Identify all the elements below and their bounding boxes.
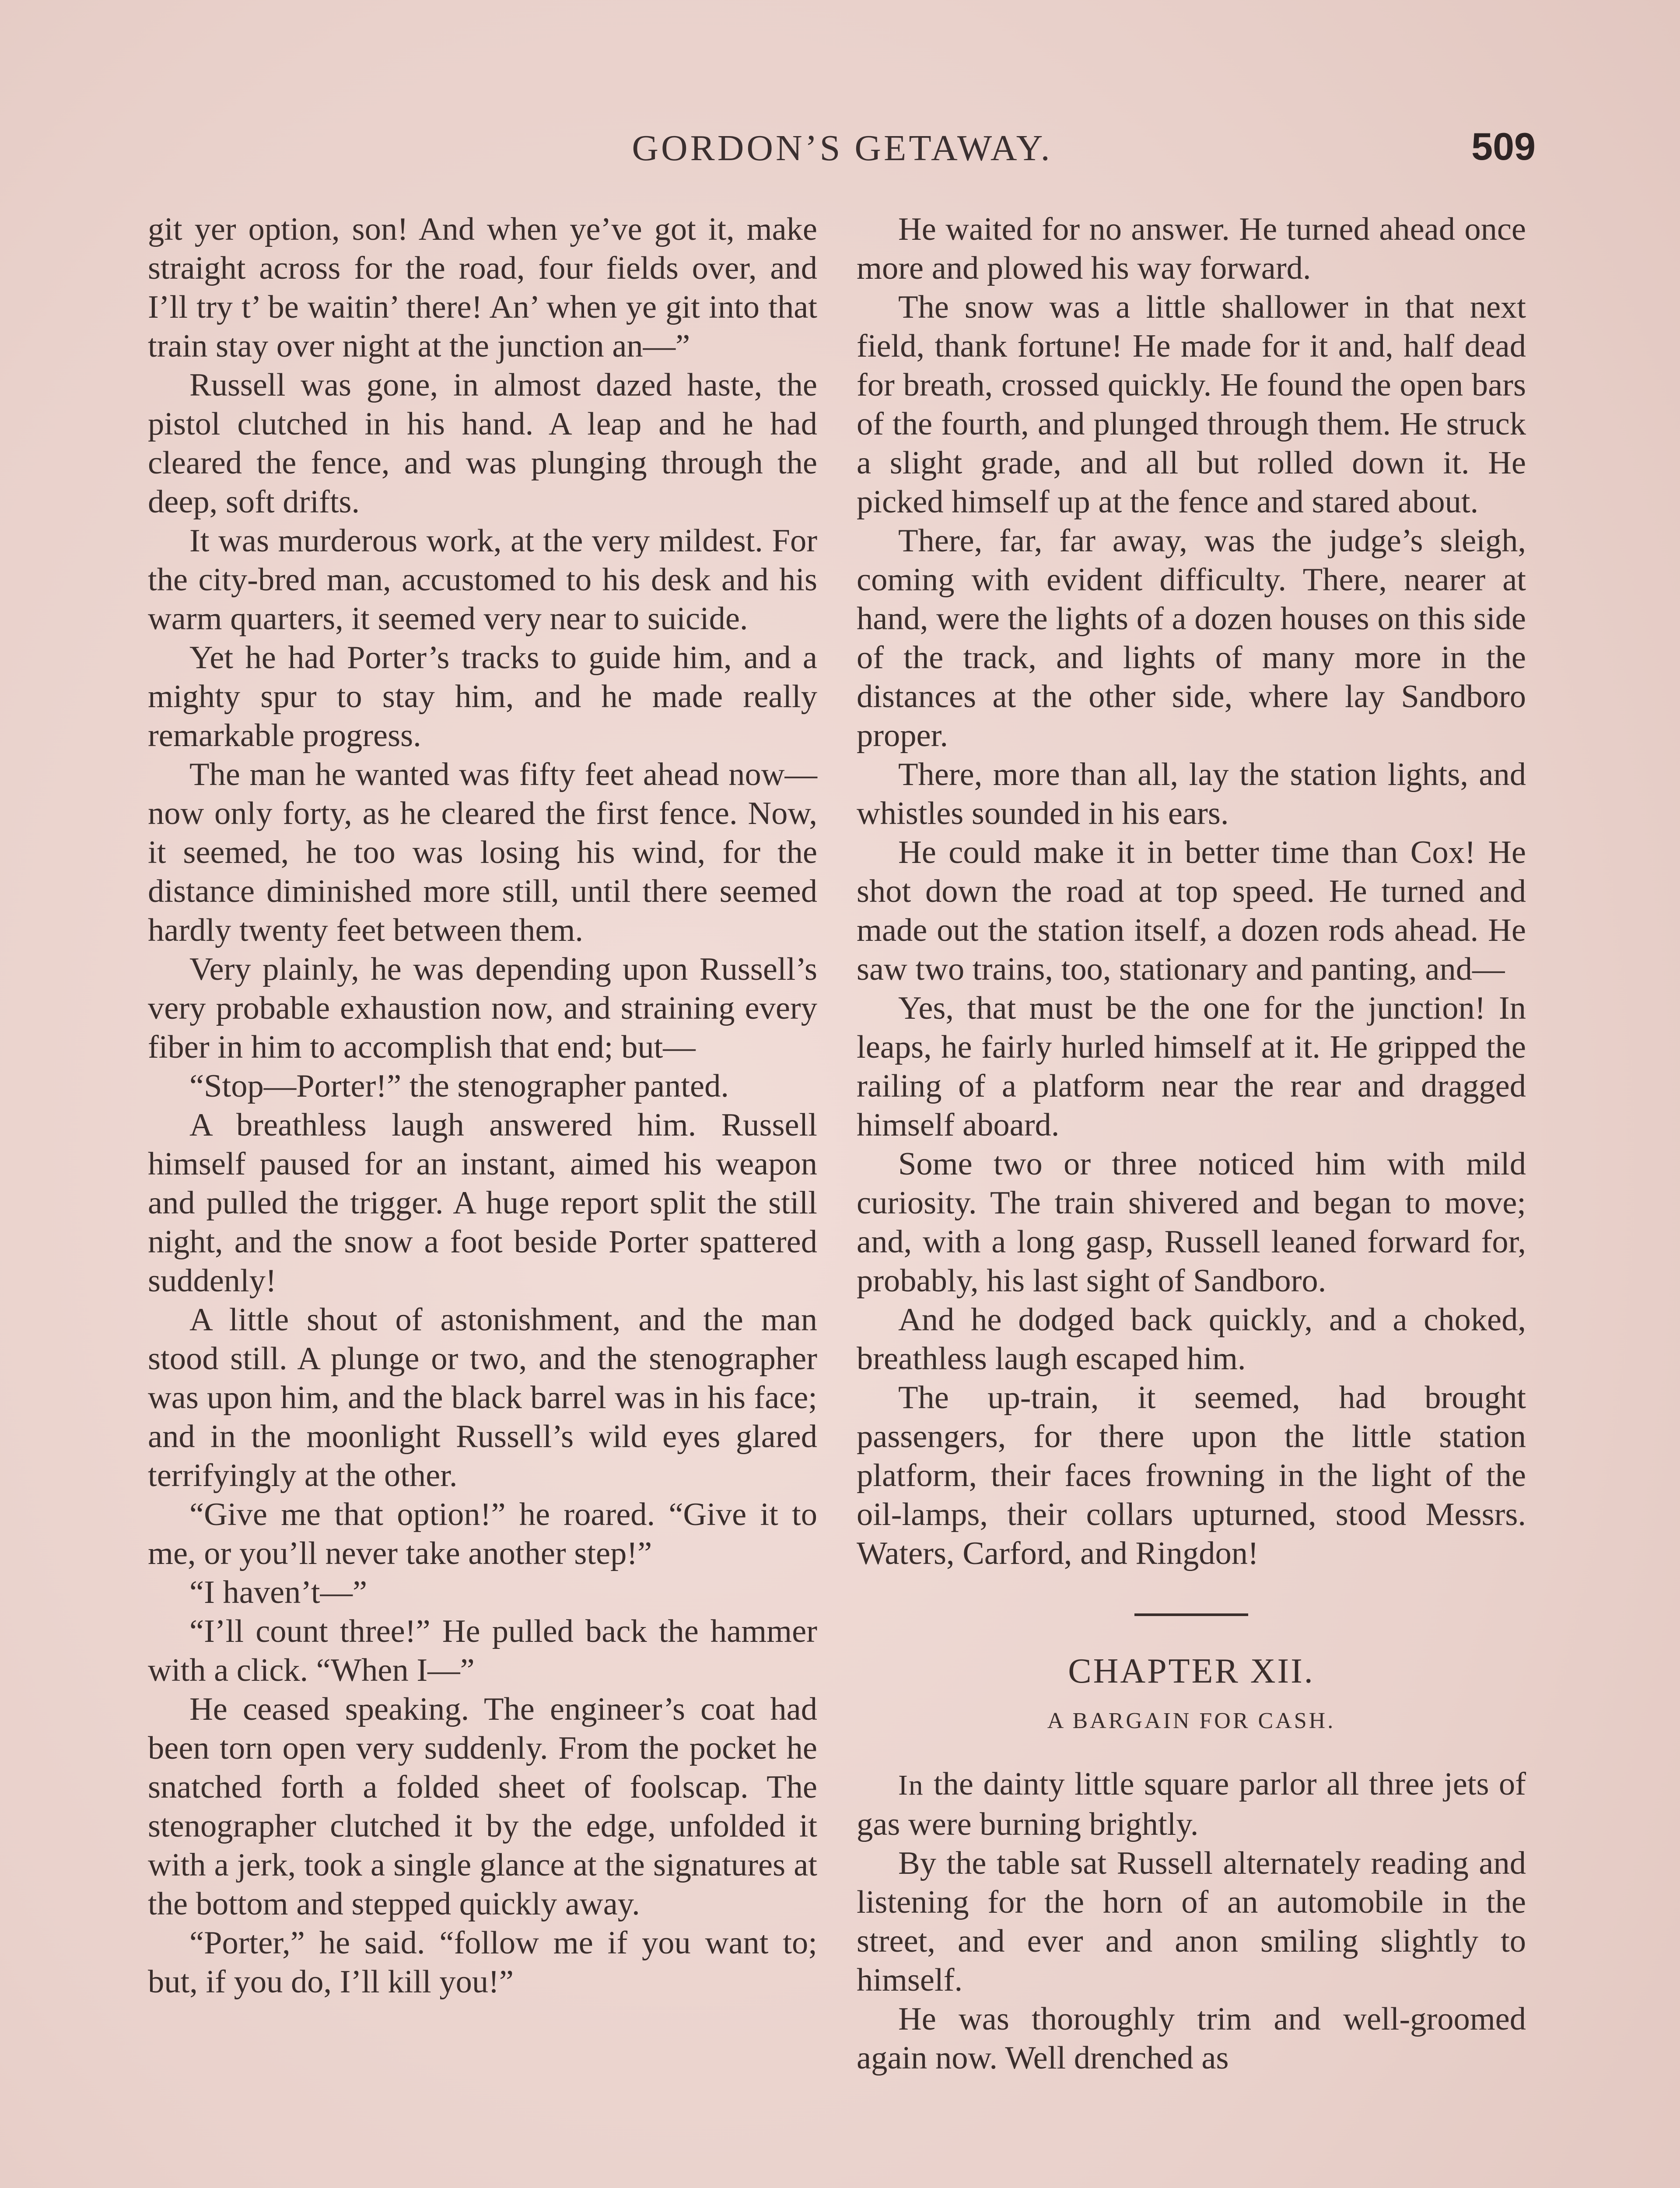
page-number: 509 — [1471, 125, 1536, 168]
paragraph: “Stop—Porter!” the stenographer panted. — [189, 1068, 729, 1104]
paragraph: There, more than all, lay the station lights, and whistles sounded in his ears. — [857, 757, 1526, 831]
lead-rest: the dainty little square parlor all three jets of gas were burning brightly. — [857, 1766, 1526, 1842]
paragraph: Very plainly, he was depending upon Russell’s very probable exhaustion now, and straining every fiber in him to accomplish that end; but— — [148, 951, 817, 1065]
paragraph: Yet he had Porter’s tracks to guide him, and a mighty spur to stay him, and he made really remarkable progress. — [148, 640, 817, 754]
paragraph: The snow was a little shallower in that next field, thank fortune! He made for it and, half dead for breath, crossed quickly. He found the open bars of the fourth, and plunged through them. He struck a slight grade, and all but rolled down it. He picked himself up at the fence and stared about. — [857, 289, 1526, 520]
paragraph: git yer option, son! And when ye’ve got it, make straight across for the road, four fields over, and I’ll try t’ be waitin’ there! An’ when ye git into that train stay over night at the junction an—” — [148, 211, 817, 364]
paragraph: By the table sat Russell alternately reading and listening for the horn of an automobile in the street, and ever and anon smiling slightly to himself. — [857, 1845, 1526, 1998]
paragraph: And he dodged back quickly, and a choked, breathless laugh escaped him. — [857, 1302, 1526, 1377]
paragraph: The up-train, it seemed, had brought passengers, for there upon the little station platform, their faces frowning in the light of the oil-lamps, their collars upturned, stood Messrs. Waters, Carford, and Ringdon! — [857, 1380, 1526, 1571]
chapter-divider — [1134, 1613, 1248, 1616]
right-column — [857, 210, 1526, 2078]
paragraph: He ceased speaking. The engineer’s coat had been torn open very suddenly. From the pocket he snatched forth a folded sheet of foolscap. The stenographer clutched it by the edge, unfolded it with a jerk, took a single glance at the signatures at the bottom and stepped quickly away. — [148, 1691, 817, 1922]
paragraph: It was murderous work, at the very mildest. For the city-bred man, accustomed to his desk and his warm quarters, it seemed very near to suicide. — [148, 523, 817, 637]
chapter-subtitle: A BARGAIN FOR CASH. — [1047, 1708, 1336, 1733]
paragraph: Some two or three noticed him with mild curiosity. The train shivered and began to move; and, with a long gasp, Russell leaned forward for, probably, his last sight of Sandboro. — [857, 1146, 1526, 1299]
left-column — [148, 210, 817, 2002]
chapter-opening-paragraph — [857, 1765, 1526, 1844]
chapter-title: CHAPTER XII. — [1068, 1652, 1315, 1690]
paragraph: “I’ll count three!” He pulled back the hammer with a click. “When I—” — [148, 1613, 817, 1688]
lead-word: In — [898, 1770, 924, 1801]
paragraph: He was thoroughly trim and well-groomed again now. Well drenched as — [857, 2001, 1526, 2076]
paragraph: Russell was gone, in almost dazed haste, the pistol clutched in his hand. A leap and he had cleared the fence, and was plunging through the deep, soft drifts. — [148, 367, 817, 520]
page-header — [149, 127, 1536, 179]
paragraph: “Porter,” he said. “follow me if you want to; but, if you do, I’ll kill you!” — [148, 1925, 817, 2000]
paragraph: A little shout of astonishment, and the man stood still. A plunge or two, and the stenographer was upon him, and the black barrel was in his face; and in the moonlight Russell’s wild eyes glared terrifyingly at the other. — [148, 1302, 817, 1494]
running-title: GORDON’S GETAWAY. — [632, 128, 1053, 168]
paragraph: There, far, far away, was the judge’s sleigh, coming with evident difficulty. There, nearer at hand, were the lights of a dozen houses on this side of the track, and lights of many more in the distances at the other side, where lay Sandboro proper. — [857, 523, 1526, 754]
paragraph: “Give me that option!” he roared. “Give it to me, or you’ll never take another step!” — [148, 1497, 817, 1571]
paragraph: He waited for no answer. He turned ahead once more and plowed his way forward. — [857, 211, 1526, 286]
paragraph: Yes, that must be the one for the junction! In leaps, he fairly hurled himself at it. He gripped the railing of a platform near the rear and dragged himself aboard. — [857, 990, 1526, 1143]
paragraph: The man he wanted was fifty feet ahead now—now only forty, as he cleared the first fence. Now, it seemed, he too was losing his wind, for the distance diminished more still, until there seemed hardly twenty feet between them. — [148, 757, 817, 948]
paragraph: He could make it in better time than Cox! He shot down the road at top speed. He turned and made out the station itself, a dozen rods ahead. He saw two trains, too, stationary and panting, and— — [857, 835, 1526, 987]
paragraph: “I haven’t—” — [189, 1574, 368, 1610]
paragraph: A breathless laugh answered him. Russell himself paused for an instant, aimed his weapon and pulled the trigger. A huge report split the still night, and the snow a foot beside Porter spattered suddenly! — [148, 1107, 817, 1299]
